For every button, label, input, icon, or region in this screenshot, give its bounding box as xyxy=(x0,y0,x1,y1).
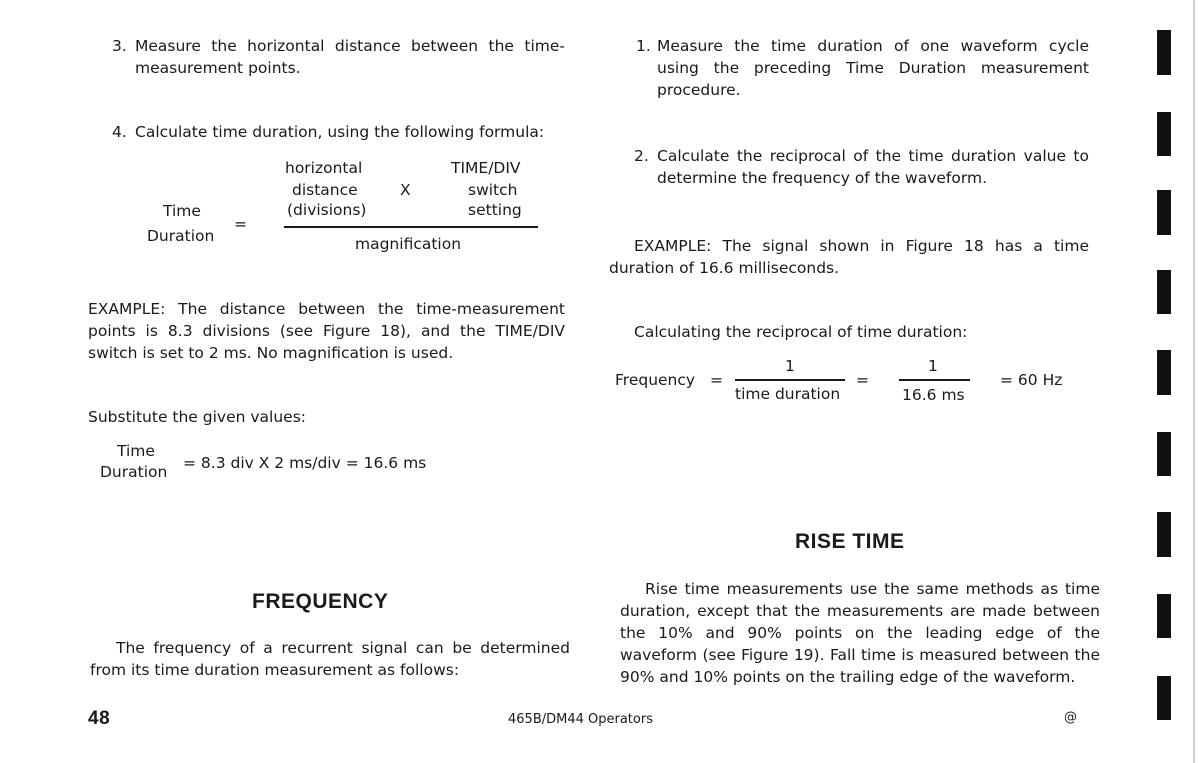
formula-horizontal: horizontal xyxy=(285,159,363,177)
edge-mark-4 xyxy=(1157,270,1171,314)
step-3-number: 3. xyxy=(112,37,127,55)
formula-switch: switch xyxy=(468,181,518,199)
freq-label: Frequency xyxy=(615,371,696,389)
step-4-number: 4. xyxy=(112,123,127,141)
manual-title: 465B/DM44 Operators xyxy=(508,712,653,727)
rise-time-heading: RISE TIME xyxy=(795,530,905,553)
freq-equals-1: = xyxy=(710,371,723,389)
formula-distance: distance xyxy=(292,181,358,199)
formula-time-div: TIME/DIV xyxy=(451,159,521,177)
freq-fraction-bar-2 xyxy=(899,379,970,381)
step-2-text: Calculate the reciprocal of the time duration value to determine the frequency of the waveform. xyxy=(657,147,1089,187)
frequency-text: The frequency of a recurrent signal can be determined from its time duration measurement as follows: xyxy=(90,639,570,679)
freq-denominator-1: time duration xyxy=(735,385,841,403)
freq-denominator-2: 16.6 ms xyxy=(902,386,965,404)
formula-equals: = xyxy=(234,215,247,233)
edge-mark-7 xyxy=(1157,512,1171,557)
page-number: 48 xyxy=(88,708,111,729)
step-3-text: Measure the horizontal distance between the time-measurement points. xyxy=(135,37,565,77)
footer-symbol: @ xyxy=(1064,710,1077,725)
step-2-number: 2. xyxy=(634,147,649,165)
edge-mark-2 xyxy=(1157,112,1171,156)
formula-magnification: magnification xyxy=(355,235,462,253)
step-1-number: 1. xyxy=(636,37,651,55)
edge-mark-3 xyxy=(1157,190,1171,235)
freq-result: = 60 Hz xyxy=(1000,371,1063,389)
edge-mark-8 xyxy=(1157,594,1171,638)
formula-fraction-bar xyxy=(284,226,538,228)
freq-fraction-bar-1 xyxy=(735,379,845,381)
formula-setting: setting xyxy=(468,201,522,219)
formula-divisions: (divisions) xyxy=(287,201,367,219)
edge-mark-9 xyxy=(1157,676,1171,720)
edge-mark-1 xyxy=(1157,30,1171,75)
calculating-text: Calculating the reciprocal of time duration: xyxy=(634,323,968,341)
left-example: EXAMPLE: The distance between the time-measurement points is 8.3 divisions (see Figure 18), and the TIME/DIV switch is set to 2 ms. No magnification is used. xyxy=(88,300,565,362)
edge-mark-5 xyxy=(1157,350,1171,395)
step-1-text: Measure the time duration of one waveform cycle using the preceding Time Duration measurement procedure. xyxy=(657,37,1089,99)
frequency-heading: FREQUENCY xyxy=(252,590,389,613)
sub-formula-rhs: = 8.3 div X 2 ms/div = 16.6 ms xyxy=(183,454,427,472)
formula-times: X xyxy=(400,181,411,199)
substitute-text: Substitute the given values: xyxy=(88,408,307,426)
formula-lhs-time: Time xyxy=(163,202,201,220)
right-example: EXAMPLE: The signal shown in Figure 18 has a time duration of 16.6 milliseconds. xyxy=(609,237,1089,277)
page-edge xyxy=(1193,0,1195,763)
edge-mark-6 xyxy=(1157,432,1171,476)
freq-numerator-2: 1 xyxy=(928,357,938,375)
sub-formula-time: Time xyxy=(117,442,155,460)
step-4-text: Calculate time duration, using the following formula: xyxy=(135,123,545,141)
freq-numerator-1: 1 xyxy=(785,357,795,375)
rise-time-text: Rise time measurements use the same methods as time duration, except that the measurements are made between the 10% and 90% points on the leading edge of the waveform (see Figure 19). Fall time is measured between the 90% and 10% points on the trailing edge of the waveform. xyxy=(620,580,1100,686)
freq-equals-2: = xyxy=(856,371,869,389)
sub-formula-duration: Duration xyxy=(100,463,168,481)
formula-lhs-duration: Duration xyxy=(147,227,215,245)
